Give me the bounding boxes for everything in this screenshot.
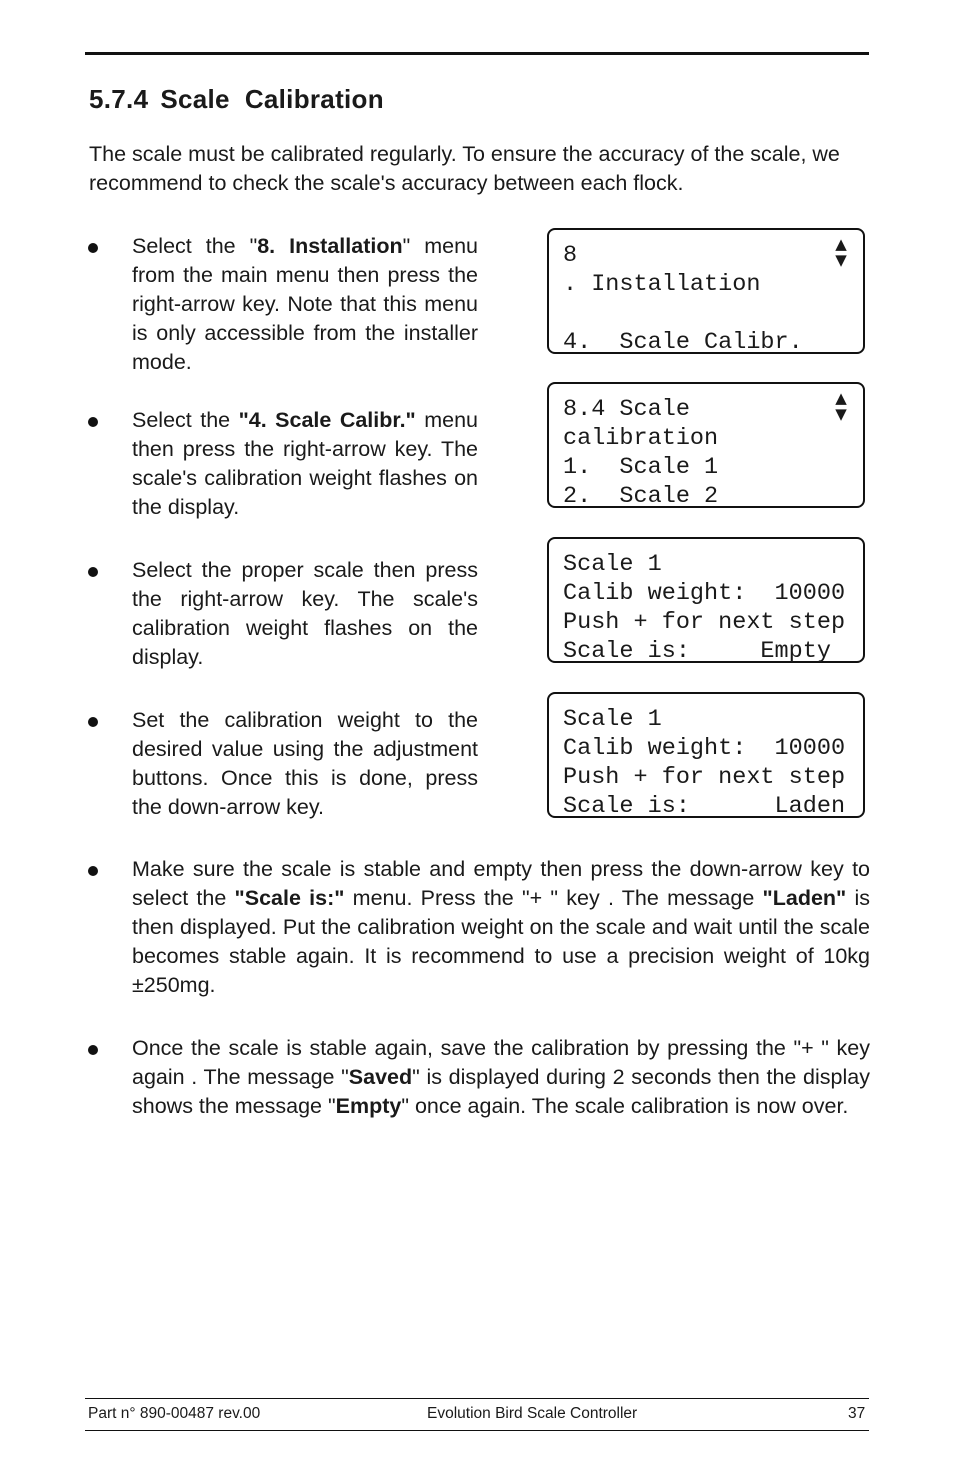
step-text: Select the proper scale then press the right-arrow key. The scale's calibration weight flashes on the display. [132, 558, 478, 669]
lcd-line: Scale 1 [563, 551, 662, 578]
lcd-line: Calib weight: 10000 [563, 580, 846, 607]
top-rule [85, 52, 869, 55]
footer-bottom-rule [85, 1430, 869, 1431]
step-text: Select the "4. Scale Calibr." menu then press the right-arrow key. The scale's calibration weight flashes on the display. [132, 408, 478, 519]
lcd-line: Scale 1 [563, 706, 662, 733]
scroll-arrows-icon [831, 390, 851, 422]
lcd-line: Calib weight: 10000 [563, 735, 846, 762]
bullet-icon [88, 1045, 98, 1055]
step-text: Select the "8. Installation" menu from the main menu then press the right-arrow key. Note that this menu is only accessible from the installer mode. [132, 234, 478, 374]
lcd-display-scale-empty [547, 537, 865, 663]
bullet-icon [88, 717, 98, 727]
footer-top-rule [85, 1398, 869, 1399]
bullet-icon [88, 243, 98, 253]
lcd-line: Push + for next step [563, 609, 846, 636]
footer-page-number: 37 [848, 1405, 866, 1422]
lcd-line: 2. Scale 2 [563, 483, 719, 510]
lcd-display-scale-calibration [547, 382, 865, 508]
footer-product-name: Evolution Bird Scale Controller [427, 1405, 638, 1422]
lcd-line: 1. Scale 1 [563, 454, 719, 481]
bullet-icon [88, 866, 98, 876]
step-text: Set the calibration weight to the desired value using the adjustment buttons. Once this is done, press the down-arrow key. [132, 708, 478, 819]
lcd-line: 8.4 Scale [563, 396, 690, 423]
lcd-line: Scale is: Laden [563, 793, 846, 820]
lcd-line: calibration [563, 425, 719, 452]
down-arrow-icon: ▼ [835, 251, 847, 269]
step-text: Once the scale is stable again, save the calibration by pressing the "+ " key again . The message "Saved" is displayed during 2 seconds then the display shows the message "Empty" once again. The scale calibration is now over. [132, 1036, 870, 1118]
lcd-line: . Installation [563, 271, 761, 298]
section-title: Scale Calibration [160, 84, 384, 114]
bullet-icon [88, 417, 98, 427]
lcd-line: Push + for next step [563, 764, 846, 791]
section-number: 5.7.4 [89, 84, 149, 114]
lcd-line: Scale is: Empty [563, 638, 831, 665]
down-arrow-icon: ▼ [835, 405, 847, 423]
lcd-line: 4. Scale Calibr. [563, 329, 803, 356]
footer-part-number: Part n° 890-00487 rev.00 [88, 1405, 261, 1422]
up-arrow-icon: ▲ [835, 235, 847, 253]
lcd-display-scale-laden [547, 692, 865, 818]
step-text: Make sure the scale is stable and empty then press the down-arrow key to select the "Scale is:" menu. Press the "+ " key . The message "Laden" is then displayed. Put the calibration weight on the scale and wait until the scale becomes stable again. It is recommend to use a precision weight of 10kg ±250mg. [132, 857, 871, 997]
lcd-display-installation [547, 228, 865, 354]
lcd-line [563, 299, 863, 328]
lcd-line: 8 [563, 242, 578, 269]
scroll-arrows-icon [831, 236, 851, 268]
up-arrow-icon: ▲ [835, 389, 847, 407]
intro-paragraph: The scale must be calibrated regularly. To ensure the accuracy of the scale, we recommend to check the scale's accuracy between each flock. [89, 142, 840, 195]
bullet-icon [88, 567, 98, 577]
section-heading [89, 84, 384, 115]
